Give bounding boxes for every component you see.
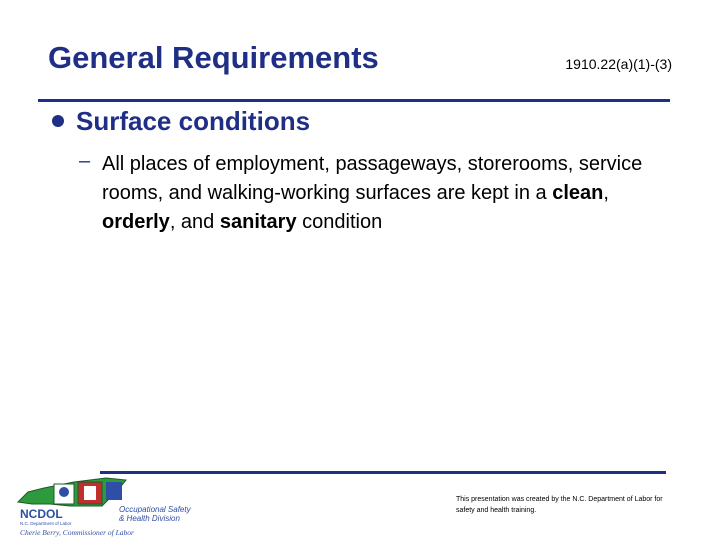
standard-reference: 1910.22(a)(1)-(3): [565, 56, 672, 72]
agency-wordmark: NCDOL: [20, 507, 63, 521]
bullet-dot-icon: [52, 115, 64, 127]
sub-bullet-text: [102, 150, 672, 237]
emphasis-sanitary: sanitary: [219, 211, 297, 233]
bullet-heading: Surface conditions: [76, 106, 311, 136]
division-line-2: & Health Division: [119, 514, 180, 523]
agency-dept-label: N.C. Department of Labor: [20, 521, 72, 526]
text-part: condition: [296, 211, 383, 233]
text-part: All places of employment, passageways, storerooms, service rooms, and walking-working surfaces are kept in a: [102, 153, 643, 204]
emphasis-orderly: orderly: [102, 211, 170, 233]
emphasis-clean: clean: [552, 182, 604, 204]
logo-panel-3: [106, 482, 122, 500]
sub-bullet-dash: –: [79, 150, 91, 172]
commissioner-signature: Cherie Berry, Commissioner of Labor: [20, 528, 134, 537]
footer-note: This presentation was created by the N.C. Department of Labor for safety and health training.: [456, 496, 663, 514]
division-line-1: Occupational Safety: [119, 505, 191, 514]
text-part: , and: [169, 211, 220, 233]
worker-icon: [84, 486, 96, 500]
ncdol-logo: [14, 472, 214, 538]
slide-title: General Requirements: [48, 40, 379, 75]
worker-icon: [59, 487, 69, 497]
title-divider: [38, 99, 670, 102]
text-part: ,: [603, 182, 609, 204]
